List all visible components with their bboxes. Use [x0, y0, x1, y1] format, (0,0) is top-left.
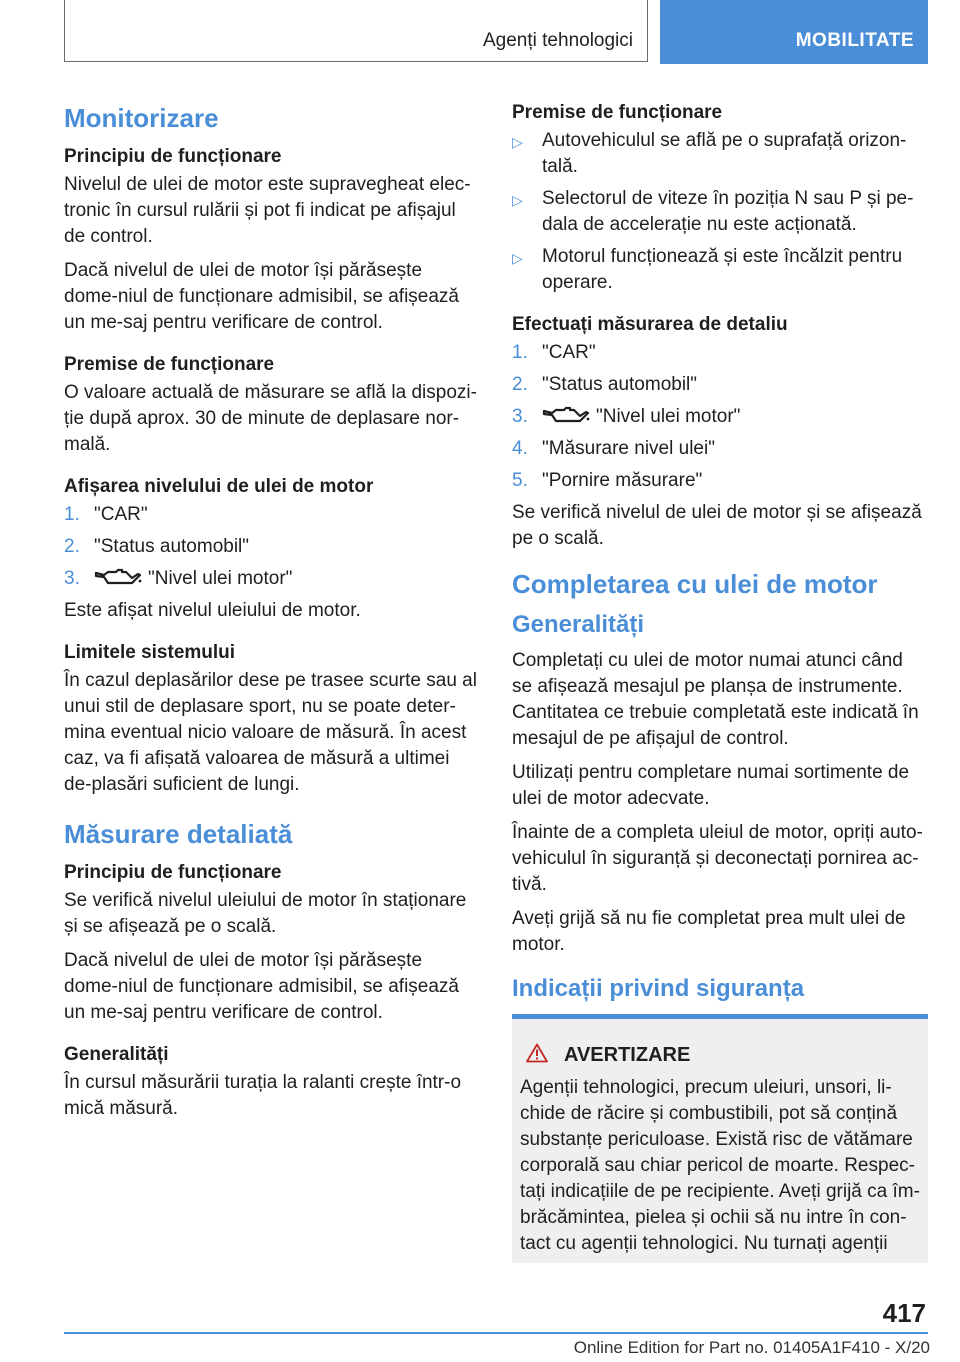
section-monitor-principle — [64, 144, 480, 336]
step-number: 4. — [512, 438, 528, 459]
subheading: Afișarea nivelului de ulei de motor — [64, 476, 374, 497]
section-detail-steps — [512, 312, 928, 552]
oil-can-icon — [542, 405, 590, 425]
warning-title-row — [520, 1043, 920, 1067]
list-item — [512, 468, 928, 494]
list-item — [64, 534, 480, 560]
item-text: Selectorul de viteze în poziția N sau P și pe-dala de accelerație nu este acționată. — [542, 188, 914, 235]
subheading: Principiu de funcționare — [64, 146, 282, 167]
list-item — [512, 244, 928, 296]
step-text: "Nivel ulei motor" — [596, 406, 741, 427]
heading-detailed-measurement: Măsurare detaliată — [64, 819, 293, 849]
footer-divider — [64, 1332, 928, 1334]
step-text: "Nivel ulei motor" — [148, 568, 293, 589]
step-number: 1. — [512, 342, 528, 363]
warning-triangle-icon — [526, 1043, 548, 1063]
heading-general: Generalități — [512, 611, 645, 638]
paragraph: Utilizați pentru completare numai sortimente de ulei de motor adecvate. — [512, 762, 910, 809]
list-item — [512, 340, 928, 366]
page-header — [64, 0, 928, 64]
list-item — [64, 502, 480, 528]
step-text: "CAR" — [94, 504, 148, 525]
section-display-level — [64, 474, 480, 624]
paragraph: Este afișat nivelul uleiului de motor. — [64, 600, 361, 621]
paragraph: Se verifică nivelul de ulei de motor și se afișează pe o scală. — [512, 502, 922, 549]
warning-box — [512, 1014, 928, 1263]
steps-list — [512, 340, 928, 494]
subheading: Premise de funcționare — [512, 102, 723, 123]
paragraph: Dacă nivelul de ulei de motor își părăsește dome-niul de funcționare admisibil, se afișează un me-saj pentru verificare de control. — [64, 260, 459, 333]
section-monitor-premise — [64, 352, 480, 458]
list-item — [512, 436, 928, 462]
heading-safety: Indicații privind siguranța — [512, 975, 805, 1002]
list-item — [64, 566, 480, 592]
section-detail-premise — [512, 100, 928, 296]
heading-oil-refill: Completarea cu ulei de motor — [512, 569, 878, 599]
list-item — [512, 128, 928, 180]
paragraph: În cazul deplasărilor dese pe trasee scurte sau al unui stil de deplasare sport, nu se poate deter-mina eventual nicio valoare de măsură. În acest caz, va fi afișată valoarea de măsură a ultimei de-plasări suficient de lungi. — [64, 670, 477, 795]
item-text: Autovehiculul se află pe o suprafață orizon-tală. — [542, 130, 907, 177]
step-number: 3. — [64, 568, 80, 589]
right-column — [512, 100, 928, 1263]
subheading: Efectuați măsurarea de detaliu — [512, 314, 788, 335]
paragraph: Înainte de a completa uleiul de motor, opriți auto-vehiculul în siguranță și deconectați pornirea ac-tivă. — [512, 822, 923, 895]
paragraph: Nivelul de ulei de motor este supravegheat elec-tronic în cursul rulării și pot fi indicat pe afișajul de control. — [64, 174, 471, 247]
step-number: 2. — [512, 374, 528, 395]
subheading: Limitele sistemului — [64, 642, 236, 663]
steps-list — [64, 502, 480, 592]
header-chapter-title: MOBILITATE — [795, 30, 914, 51]
subheading: Premise de funcționare — [64, 354, 275, 375]
left-column — [64, 100, 480, 1138]
list-item — [512, 186, 928, 238]
step-text: "Status automobil" — [94, 536, 250, 557]
list-item — [512, 372, 928, 398]
oil-can-icon — [94, 567, 142, 587]
item-text: Motorul funcționează și este încălzit pentru operare. — [542, 246, 903, 293]
bullet-triangle-icon: ▷ — [512, 192, 523, 208]
section-limits — [64, 640, 480, 798]
bullet-triangle-icon: ▷ — [512, 134, 523, 150]
premise-list — [512, 128, 928, 296]
paragraph: O valoare actuală de măsurare se află la dispozi-ție după aprox. 30 de minute de deplasare nor-mală. — [64, 382, 477, 455]
section-general — [64, 1042, 480, 1122]
paragraph: În cursul măsurării turația la ralanti crește într-o mică măsură. — [64, 1072, 462, 1119]
bullet-triangle-icon: ▷ — [512, 250, 523, 266]
header-section-title: Agenți tehnologici — [483, 30, 633, 51]
step-number: 2. — [64, 536, 80, 557]
step-number: 3. — [512, 406, 528, 427]
heading-monitoring: Monitorizare — [64, 103, 219, 133]
section-detail-principle — [64, 860, 480, 1026]
header-chapter-tab — [660, 0, 928, 64]
header-section-box — [64, 0, 648, 62]
paragraph: Dacă nivelul de ulei de motor își părăsește dome-niul de funcționare admisibil, se afișează un me-saj pentru verificare de control. — [64, 950, 459, 1023]
step-text: "Măsurare nivel ulei" — [542, 438, 715, 459]
step-number: 1. — [64, 504, 80, 525]
step-text: "Status automobil" — [542, 374, 698, 395]
section-fill-general — [512, 648, 928, 958]
list-item — [512, 404, 928, 430]
step-text: "Pornire măsurare" — [542, 470, 703, 491]
warning-title: AVERTIZARE — [564, 1044, 691, 1066]
warning-text: Agenții tehnologici, precum uleiuri, unsori, li-chide de răcire și combustibili, pot să conțină substanțe periculoase. Există risc de vătămare corporală sau chiar pericol de moarte. Respec-tați indicațiile de pe recipiente. Aveți grijă ca îm-brăcămintea, pielea și ochii să nu intre în con-tact cu agenții tehnologici. Nu turnați agenții — [520, 1077, 920, 1254]
subheading: Generalități — [64, 1044, 169, 1065]
paragraph: Completați cu ulei de motor numai atunci când se afișează mesajul pe planșa de instrumente. Cantitatea ce trebuie completată este indicată în mesajul de pe afișajul de control. — [512, 650, 919, 749]
paragraph: Aveți grijă să nu fie completat prea mult ulei de motor. — [512, 908, 906, 955]
step-number: 5. — [512, 470, 528, 491]
paragraph: Se verifică nivelul uleiului de motor în staționare și se afișează pe o scală. — [64, 890, 467, 937]
edition-note: Online Edition for Part no. 01405A1F410 - X/20 — [573, 1338, 930, 1357]
subheading: Principiu de funcționare — [64, 862, 282, 883]
page-number: 417 — [882, 1298, 926, 1328]
step-text: "CAR" — [542, 342, 596, 363]
